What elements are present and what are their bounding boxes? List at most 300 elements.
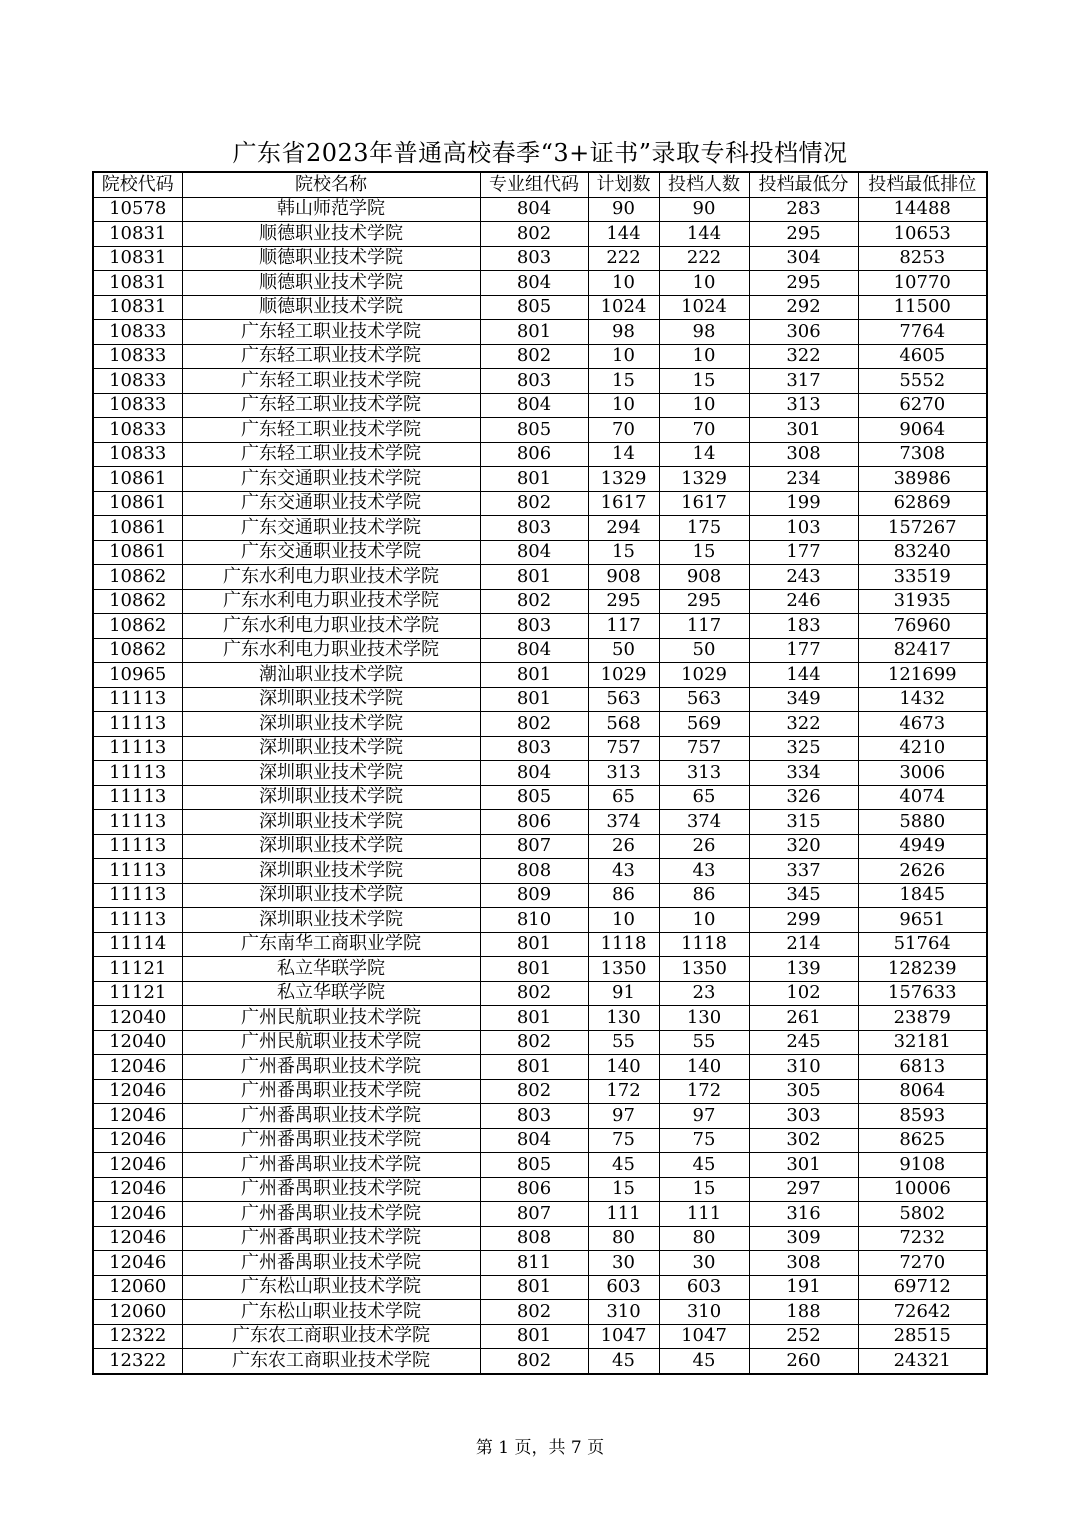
cell-school-name: 深圳职业技术学院 (182, 859, 480, 884)
cell-min-score: 246 (749, 589, 858, 614)
cell-min-score: 183 (749, 614, 858, 639)
cell-min-score: 313 (749, 393, 858, 418)
cell-school-code: 10831 (93, 271, 182, 296)
cell-group-code: 804 (480, 761, 588, 786)
table-row (93, 981, 987, 1006)
cell-school-code: 11113 (93, 883, 182, 908)
cell-group-code: 801 (480, 467, 588, 492)
cell-group-code: 805 (480, 785, 588, 810)
cell-school-code: 10833 (93, 369, 182, 394)
cell-group-code: 802 (480, 712, 588, 737)
cell-school-code: 12046 (93, 1104, 182, 1129)
cell-plan-count: 10 (588, 344, 659, 369)
cell-min-rank: 5802 (858, 1202, 987, 1227)
cell-group-code: 803 (480, 1104, 588, 1129)
cell-school-code: 10862 (93, 565, 182, 590)
cell-school-code: 12046 (93, 1202, 182, 1227)
cell-school-code: 11113 (93, 834, 182, 859)
cell-school-code: 10862 (93, 638, 182, 663)
cell-min-rank: 62869 (858, 491, 987, 516)
cell-min-score: 337 (749, 859, 858, 884)
cell-school-name: 广州番禺职业技术学院 (182, 1128, 480, 1153)
table-row (93, 663, 987, 688)
cell-admitted-count: 15 (659, 1177, 749, 1202)
cell-min-rank: 8625 (858, 1128, 987, 1153)
cell-school-name: 广州番禺职业技术学院 (182, 1251, 480, 1276)
cell-school-name: 广东水利电力职业技术学院 (182, 614, 480, 639)
cell-min-rank: 5552 (858, 369, 987, 394)
table-row (93, 1055, 987, 1080)
cell-min-rank: 10006 (858, 1177, 987, 1202)
cell-school-name: 广州番禺职业技术学院 (182, 1202, 480, 1227)
cell-admitted-count: 563 (659, 687, 749, 712)
header-min-rank: 投档最低排位 (858, 172, 987, 197)
table-row (93, 614, 987, 639)
cell-plan-count: 45 (588, 1153, 659, 1178)
cell-group-code: 805 (480, 295, 588, 320)
cell-min-rank: 7764 (858, 320, 987, 345)
cell-group-code: 802 (480, 222, 588, 247)
cell-min-score: 302 (749, 1128, 858, 1153)
cell-min-score: 103 (749, 516, 858, 541)
cell-min-score: 301 (749, 418, 858, 443)
table-row (93, 859, 987, 884)
table-row (93, 1275, 987, 1300)
cell-group-code: 804 (480, 1128, 588, 1153)
cell-admitted-count: 1024 (659, 295, 749, 320)
table-row (93, 393, 987, 418)
cell-admitted-count: 1118 (659, 932, 749, 957)
cell-school-name: 深圳职业技术学院 (182, 761, 480, 786)
cell-admitted-count: 80 (659, 1226, 749, 1251)
cell-plan-count: 86 (588, 883, 659, 908)
cell-group-code: 802 (480, 1300, 588, 1325)
cell-group-code: 811 (480, 1251, 588, 1276)
cell-group-code: 804 (480, 638, 588, 663)
cell-admitted-count: 1029 (659, 663, 749, 688)
table-row (93, 736, 987, 761)
cell-plan-count: 1350 (588, 957, 659, 982)
table-row (93, 1251, 987, 1276)
cell-min-rank: 157633 (858, 981, 987, 1006)
cell-plan-count: 15 (588, 540, 659, 565)
cell-school-code: 10861 (93, 467, 182, 492)
cell-school-name: 广州民航职业技术学院 (182, 1006, 480, 1031)
cell-school-code: 11114 (93, 932, 182, 957)
cell-min-score: 191 (749, 1275, 858, 1300)
cell-min-score: 322 (749, 712, 858, 737)
cell-school-name: 广东轻工职业技术学院 (182, 344, 480, 369)
cell-min-rank: 8593 (858, 1104, 987, 1129)
cell-plan-count: 1118 (588, 932, 659, 957)
cell-school-code: 11113 (93, 712, 182, 737)
cell-school-name: 私立华联学院 (182, 981, 480, 1006)
cell-group-code: 809 (480, 883, 588, 908)
cell-min-rank: 9064 (858, 418, 987, 443)
cell-school-name: 广东交通职业技术学院 (182, 491, 480, 516)
cell-plan-count: 91 (588, 981, 659, 1006)
cell-plan-count: 1024 (588, 295, 659, 320)
header-school-code: 院校代码 (93, 172, 182, 197)
cell-group-code: 801 (480, 1055, 588, 1080)
cell-school-code: 12046 (93, 1055, 182, 1080)
cell-min-rank: 4210 (858, 736, 987, 761)
cell-admitted-count: 90 (659, 197, 749, 222)
table-row (93, 957, 987, 982)
cell-school-code: 12040 (93, 1006, 182, 1031)
cell-group-code: 808 (480, 1226, 588, 1251)
cell-school-code: 12046 (93, 1177, 182, 1202)
cell-school-code: 12046 (93, 1153, 182, 1178)
cell-min-score: 299 (749, 908, 858, 933)
cell-min-rank: 76960 (858, 614, 987, 639)
cell-admitted-count: 140 (659, 1055, 749, 1080)
cell-min-rank: 28515 (858, 1324, 987, 1349)
cell-admitted-count: 43 (659, 859, 749, 884)
cell-min-score: 292 (749, 295, 858, 320)
cell-min-score: 214 (749, 932, 858, 957)
cell-school-code: 10578 (93, 197, 182, 222)
cell-plan-count: 310 (588, 1300, 659, 1325)
table-row (93, 1202, 987, 1227)
cell-plan-count: 222 (588, 246, 659, 271)
header-min-score: 投档最低分 (749, 172, 858, 197)
cell-school-name: 深圳职业技术学院 (182, 908, 480, 933)
cell-plan-count: 568 (588, 712, 659, 737)
cell-plan-count: 294 (588, 516, 659, 541)
cell-group-code: 803 (480, 246, 588, 271)
page-title: 广东省2023年普通高校春季“3+证书”录取专科投档情况 (232, 139, 848, 167)
cell-min-rank: 1432 (858, 687, 987, 712)
cell-admitted-count: 313 (659, 761, 749, 786)
cell-group-code: 804 (480, 197, 588, 222)
header-admitted-count: 投档人数 (659, 172, 749, 197)
cell-school-code: 11113 (93, 736, 182, 761)
cell-school-name: 广东水利电力职业技术学院 (182, 589, 480, 614)
cell-group-code: 804 (480, 540, 588, 565)
cell-admitted-count: 757 (659, 736, 749, 761)
cell-school-name: 广东松山职业技术学院 (182, 1275, 480, 1300)
cell-group-code: 801 (480, 1324, 588, 1349)
cell-plan-count: 43 (588, 859, 659, 884)
cell-school-code: 11113 (93, 908, 182, 933)
cell-school-code: 12322 (93, 1324, 182, 1349)
cell-min-rank: 82417 (858, 638, 987, 663)
cell-school-code: 12046 (93, 1079, 182, 1104)
cell-min-score: 304 (749, 246, 858, 271)
cell-plan-count: 563 (588, 687, 659, 712)
cell-admitted-count: 175 (659, 516, 749, 541)
table-row (93, 834, 987, 859)
cell-admitted-count: 75 (659, 1128, 749, 1153)
cell-school-name: 广东交通职业技术学院 (182, 540, 480, 565)
table-row (93, 589, 987, 614)
cell-school-name: 广东农工商职业技术学院 (182, 1349, 480, 1374)
cell-group-code: 801 (480, 932, 588, 957)
cell-admitted-count: 295 (659, 589, 749, 614)
cell-min-score: 297 (749, 1177, 858, 1202)
cell-min-rank: 7232 (858, 1226, 987, 1251)
cell-min-score: 316 (749, 1202, 858, 1227)
table-row (93, 1079, 987, 1104)
cell-group-code: 806 (480, 1177, 588, 1202)
cell-school-code: 11121 (93, 957, 182, 982)
cell-min-rank: 33519 (858, 565, 987, 590)
table-row (93, 785, 987, 810)
cell-plan-count: 1329 (588, 467, 659, 492)
cell-school-name: 广州民航职业技术学院 (182, 1030, 480, 1055)
cell-school-code: 10833 (93, 344, 182, 369)
cell-school-name: 广东交通职业技术学院 (182, 467, 480, 492)
cell-school-name: 韩山师范学院 (182, 197, 480, 222)
header-plan-count: 计划数 (588, 172, 659, 197)
cell-school-name: 广州番禺职业技术学院 (182, 1226, 480, 1251)
table-body (93, 197, 987, 1374)
table-row (93, 883, 987, 908)
cell-school-code: 10862 (93, 589, 182, 614)
table-row (93, 1226, 987, 1251)
cell-plan-count: 295 (588, 589, 659, 614)
cell-admitted-count: 15 (659, 540, 749, 565)
table-row (93, 320, 987, 345)
cell-admitted-count: 55 (659, 1030, 749, 1055)
cell-min-score: 234 (749, 467, 858, 492)
cell-min-rank: 23879 (858, 1006, 987, 1031)
cell-min-rank: 51764 (858, 932, 987, 957)
table-row (93, 1153, 987, 1178)
cell-min-score: 325 (749, 736, 858, 761)
cell-plan-count: 1617 (588, 491, 659, 516)
cell-admitted-count: 98 (659, 320, 749, 345)
cell-plan-count: 172 (588, 1079, 659, 1104)
table-row (93, 271, 987, 296)
cell-plan-count: 97 (588, 1104, 659, 1129)
cell-plan-count: 30 (588, 1251, 659, 1276)
cell-school-code: 10861 (93, 516, 182, 541)
cell-school-code: 12046 (93, 1128, 182, 1153)
cell-admitted-count: 65 (659, 785, 749, 810)
table-row (93, 1349, 987, 1374)
cell-min-rank: 10770 (858, 271, 987, 296)
table-header-row (93, 172, 987, 197)
table-row (93, 712, 987, 737)
cell-plan-count: 15 (588, 369, 659, 394)
cell-plan-count: 374 (588, 810, 659, 835)
cell-min-rank: 24321 (858, 1349, 987, 1374)
table-row (93, 369, 987, 394)
cell-min-rank: 6270 (858, 393, 987, 418)
cell-min-rank: 4074 (858, 785, 987, 810)
cell-min-score: 177 (749, 638, 858, 663)
cell-min-score: 177 (749, 540, 858, 565)
cell-min-rank: 7308 (858, 442, 987, 467)
cell-min-rank: 8253 (858, 246, 987, 271)
cell-min-rank: 4673 (858, 712, 987, 737)
cell-school-code: 12060 (93, 1275, 182, 1300)
cell-min-rank: 4949 (858, 834, 987, 859)
cell-group-code: 804 (480, 393, 588, 418)
cell-min-rank: 38986 (858, 467, 987, 492)
cell-school-code: 11113 (93, 859, 182, 884)
cell-plan-count: 15 (588, 1177, 659, 1202)
cell-school-name: 深圳职业技术学院 (182, 736, 480, 761)
cell-min-score: 315 (749, 810, 858, 835)
cell-school-code: 11113 (93, 810, 182, 835)
cell-group-code: 801 (480, 1006, 588, 1031)
cell-school-name: 广东轻工职业技术学院 (182, 418, 480, 443)
cell-plan-count: 70 (588, 418, 659, 443)
table-row (93, 222, 987, 247)
cell-plan-count: 80 (588, 1226, 659, 1251)
cell-min-score: 139 (749, 957, 858, 982)
cell-min-score: 308 (749, 442, 858, 467)
cell-school-name: 顺德职业技术学院 (182, 271, 480, 296)
cell-school-name: 广州番禺职业技术学院 (182, 1177, 480, 1202)
cell-school-code: 10833 (93, 320, 182, 345)
table-row (93, 1177, 987, 1202)
cell-min-rank: 6813 (858, 1055, 987, 1080)
cell-group-code: 807 (480, 1202, 588, 1227)
cell-admitted-count: 50 (659, 638, 749, 663)
cell-admitted-count: 172 (659, 1079, 749, 1104)
cell-min-score: 349 (749, 687, 858, 712)
cell-admitted-count: 1047 (659, 1324, 749, 1349)
table-row (93, 761, 987, 786)
table-row (93, 1128, 987, 1153)
table-row (93, 810, 987, 835)
cell-admitted-count: 10 (659, 344, 749, 369)
table-row (93, 638, 987, 663)
cell-school-code: 12040 (93, 1030, 182, 1055)
cell-admitted-count: 130 (659, 1006, 749, 1031)
cell-min-score: 309 (749, 1226, 858, 1251)
cell-group-code: 810 (480, 908, 588, 933)
cell-admitted-count: 14 (659, 442, 749, 467)
admission-table (92, 171, 988, 1375)
cell-min-score: 102 (749, 981, 858, 1006)
cell-min-score: 345 (749, 883, 858, 908)
cell-school-name: 广州番禺职业技术学院 (182, 1055, 480, 1080)
cell-school-code: 10831 (93, 246, 182, 271)
cell-min-score: 144 (749, 663, 858, 688)
cell-admitted-count: 70 (659, 418, 749, 443)
cell-min-score: 252 (749, 1324, 858, 1349)
cell-admitted-count: 144 (659, 222, 749, 247)
cell-group-code: 802 (480, 589, 588, 614)
cell-min-score: 295 (749, 271, 858, 296)
header-school-name: 院校名称 (182, 172, 480, 197)
cell-min-score: 199 (749, 491, 858, 516)
table-row (93, 344, 987, 369)
cell-school-code: 11113 (93, 785, 182, 810)
cell-min-rank: 128239 (858, 957, 987, 982)
cell-school-code: 11113 (93, 687, 182, 712)
cell-min-score: 306 (749, 320, 858, 345)
cell-school-code: 11113 (93, 761, 182, 786)
cell-min-rank: 7270 (858, 1251, 987, 1276)
cell-plan-count: 10 (588, 271, 659, 296)
cell-school-code: 12046 (93, 1226, 182, 1251)
cell-min-rank: 5880 (858, 810, 987, 835)
cell-group-code: 801 (480, 687, 588, 712)
cell-min-rank: 9651 (858, 908, 987, 933)
cell-group-code: 806 (480, 810, 588, 835)
cell-school-name: 广州番禺职业技术学院 (182, 1153, 480, 1178)
cell-school-name: 广东水利电力职业技术学院 (182, 638, 480, 663)
cell-min-rank: 121699 (858, 663, 987, 688)
cell-admitted-count: 30 (659, 1251, 749, 1276)
cell-school-code: 11121 (93, 981, 182, 1006)
cell-admitted-count: 26 (659, 834, 749, 859)
cell-min-rank: 2626 (858, 859, 987, 884)
cell-min-score: 322 (749, 344, 858, 369)
cell-min-score: 283 (749, 197, 858, 222)
cell-group-code: 802 (480, 344, 588, 369)
cell-group-code: 805 (480, 1153, 588, 1178)
cell-admitted-count: 10 (659, 271, 749, 296)
cell-admitted-count: 45 (659, 1349, 749, 1374)
cell-school-code: 12060 (93, 1300, 182, 1325)
cell-admitted-count: 10 (659, 908, 749, 933)
table-row (93, 1006, 987, 1031)
cell-admitted-count: 111 (659, 1202, 749, 1227)
cell-school-name: 深圳职业技术学院 (182, 785, 480, 810)
cell-group-code: 808 (480, 859, 588, 884)
cell-plan-count: 1029 (588, 663, 659, 688)
cell-plan-count: 757 (588, 736, 659, 761)
cell-group-code: 802 (480, 1349, 588, 1374)
cell-min-score: 295 (749, 222, 858, 247)
table-row (93, 467, 987, 492)
cell-min-score: 301 (749, 1153, 858, 1178)
cell-school-name: 广州番禺职业技术学院 (182, 1104, 480, 1129)
cell-school-name: 深圳职业技术学院 (182, 810, 480, 835)
cell-plan-count: 144 (588, 222, 659, 247)
cell-admitted-count: 86 (659, 883, 749, 908)
cell-school-name: 广东轻工职业技术学院 (182, 442, 480, 467)
cell-school-name: 顺德职业技术学院 (182, 246, 480, 271)
cell-admitted-count: 117 (659, 614, 749, 639)
table-row (93, 491, 987, 516)
cell-plan-count: 908 (588, 565, 659, 590)
table-row (93, 565, 987, 590)
cell-min-rank: 10653 (858, 222, 987, 247)
cell-admitted-count: 374 (659, 810, 749, 835)
cell-plan-count: 50 (588, 638, 659, 663)
cell-school-name: 顺德职业技术学院 (182, 295, 480, 320)
table-row (93, 687, 987, 712)
cell-group-code: 801 (480, 565, 588, 590)
cell-plan-count: 313 (588, 761, 659, 786)
cell-min-score: 308 (749, 1251, 858, 1276)
cell-school-code: 10831 (93, 222, 182, 247)
cell-min-score: 326 (749, 785, 858, 810)
cell-plan-count: 10 (588, 908, 659, 933)
cell-group-code: 803 (480, 516, 588, 541)
cell-plan-count: 603 (588, 1275, 659, 1300)
table-row (93, 1030, 987, 1055)
cell-school-name: 广东农工商职业技术学院 (182, 1324, 480, 1349)
cell-min-rank: 157267 (858, 516, 987, 541)
cell-min-rank: 11500 (858, 295, 987, 320)
cell-min-score: 260 (749, 1349, 858, 1374)
cell-group-code: 801 (480, 957, 588, 982)
cell-plan-count: 140 (588, 1055, 659, 1080)
table-row (93, 516, 987, 541)
cell-group-code: 802 (480, 981, 588, 1006)
cell-plan-count: 10 (588, 393, 659, 418)
cell-school-name: 私立华联学院 (182, 957, 480, 982)
